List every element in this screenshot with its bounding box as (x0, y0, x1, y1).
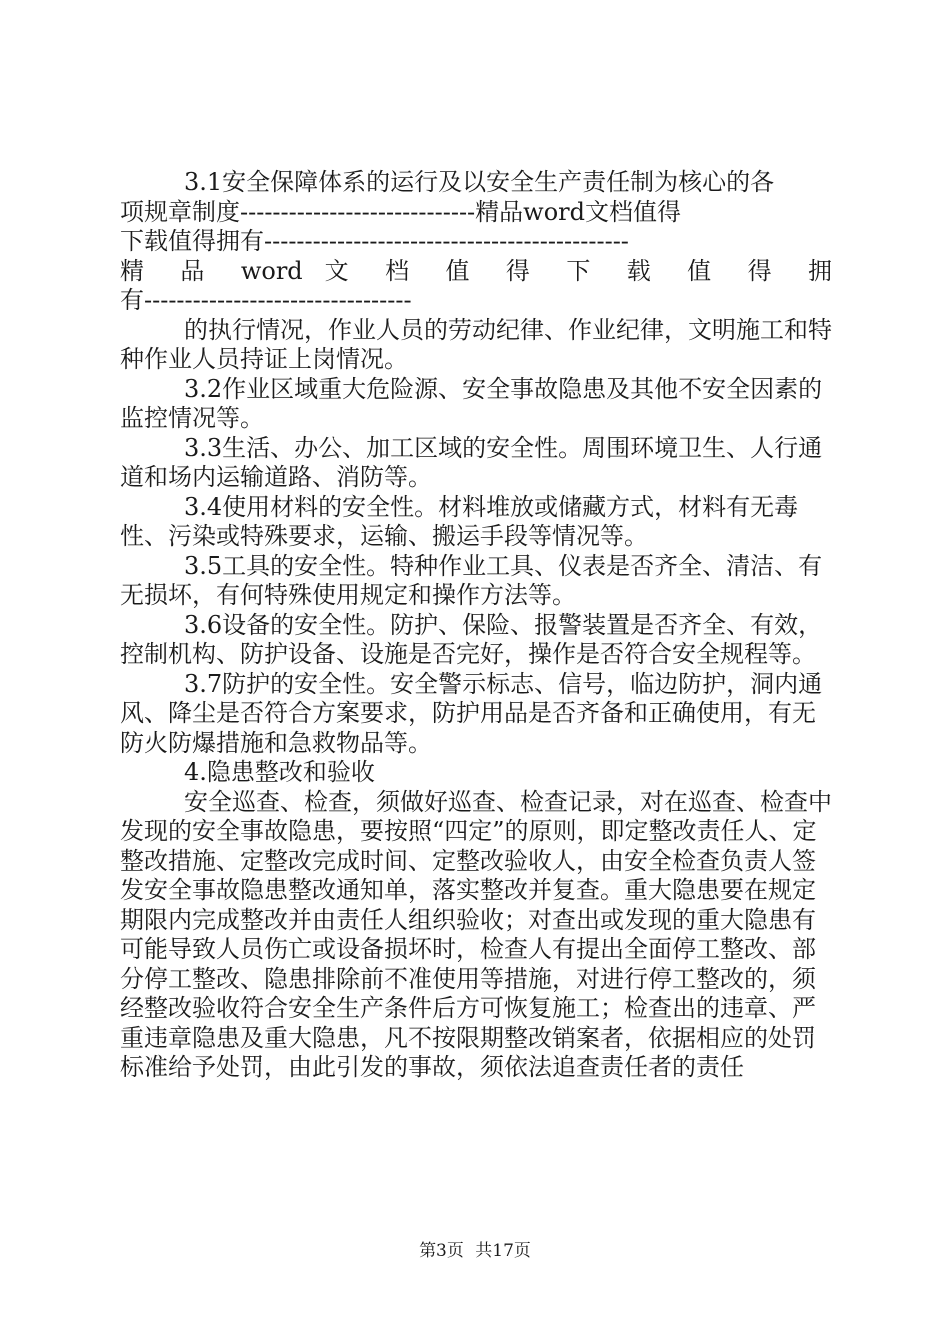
paragraph-3-6: 3.6设备的安全性。防护、保险、报警装置是否齐全、有效，控制机构、防护设备、设施是否完好，操作是否符合安全规程等。 (120, 610, 823, 668)
document-body (120, 168, 832, 1083)
paragraph-rectification: 安全巡查、检查，须做好巡查、检查记录，对在巡查、检查中发现的安全事故隐患，要按照“四定”的原则，即定整改责任人、定整改措施、定整改完成时间、定整改验收人，由安全检查负责人签发安全事故隐患整改通知单，落实整改并复查。重大隐患要在规定期限内完成整改并由责任人组织验收；对查出或发现的重大隐患有可能导致人员伤亡或设备损坏时，检查人有提出全面停工整改、部分停工整改、隐患排除前不准使用等措施，对进行停工整改的，须经整改验收符合安全生产条件后方可恢复施工；检查出的违章、严重违章隐患及重大隐患，凡不按限期整改销案者，依据相应的处罚标准给予处罚，由此引发的事故，须依法追查责任者的责任 (120, 787, 832, 1081)
paragraph-3-5: 3.5工具的安全性。特种作业工具、仪表是否齐全、清洁、有无损坏，有何特殊使用规定和操作方法等。 (120, 551, 823, 609)
paragraph-3-7: 3.7防护的安全性。安全警示标志、信号，临边防护，洞内通风、降尘是否符合方案要求，防护用品是否齐备和正确使用，有无防火防爆措施和急救物品等。 (120, 669, 823, 757)
page-number: 第3页 (419, 1241, 464, 1261)
paragraph-3-4: 3.4使用材料的安全性。材料堆放或储藏方式，材料有无毒性、污染或特殊要求，运输、搬运手段等情况等。 (120, 492, 799, 550)
section-heading-4: 4.隐患整改和验收 (184, 758, 375, 786)
paragraph-3-1-line-4: 精 品 word 文 档 值 得 下 载 值 得 拥 (120, 256, 832, 285)
page-footer (0, 1236, 950, 1261)
paragraph-execution: 的执行情况，作业人员的劳动纪律、作业纪律，文明施工和特种作业人员持证上岗情况。 (120, 315, 832, 373)
page-total: 共17页 (475, 1241, 531, 1261)
paragraph-3-2: 3.2作业区域重大危险源、安全事故隐患及其他不安全因素的监控情况等。 (120, 374, 823, 432)
paragraph-3-1-line-3: 下载值得拥有--------------------------------------------- (120, 227, 629, 255)
paragraph-3-3: 3.3生活、办公、加工区域的安全性。周围环境卫生、人行通道和场内运输道路、消防等。 (120, 433, 823, 491)
paragraph-3-1-line-5: 有--------------------------------- (120, 286, 412, 314)
paragraph-3-1-line-2: 项规章制度-----------------------------精品word文档值得 (120, 197, 681, 226)
paragraph-3-1-line-1: 3.1安全保障体系的运行及以安全生产责任制为核心的各 (184, 168, 775, 196)
